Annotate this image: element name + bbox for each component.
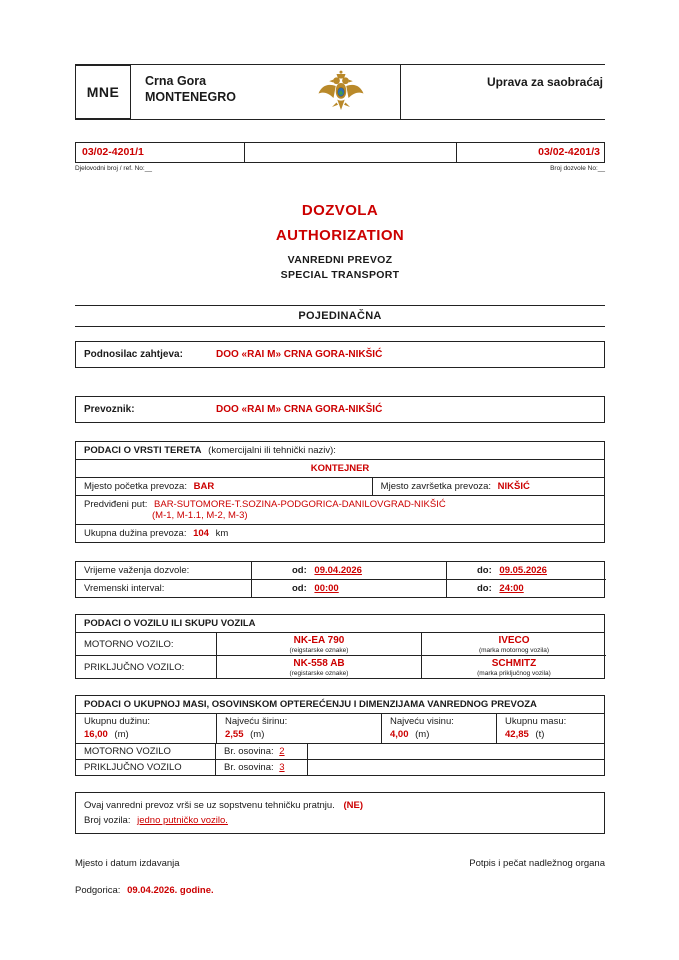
motor-vehicle-plate: NK-EA 790 [293,635,345,646]
motor-make-caption: (marka motornog vozila) [478,647,550,654]
mass-dimensions-box [75,695,605,776]
mne-label: MNE [86,84,120,100]
validity-to-label: do: [477,565,492,576]
total-length-value: 104 [193,528,209,539]
trailer-make-caption: (marka priključnog vozila) [477,670,551,677]
coat-of-arms [281,65,401,119]
cargo-places-row [76,478,604,496]
escort-vehicles-label: Broj vozila: [84,815,131,827]
interval-from-time: 00:00 [314,583,339,594]
vehicle-info-box [75,614,605,679]
validity-to [446,562,606,580]
applicant-value: DOO «RAI M» CRNA GORA-NIKŠIĆ [216,349,383,360]
trailer-vehicle-make-cell [421,656,606,678]
motor-vehicle-make-cell [421,633,606,656]
interval-from-label: od: [292,583,307,594]
trailer-plate-caption: (registarske oznake) [289,670,349,677]
document-header [75,64,605,120]
max-height-col [381,714,496,743]
section-type-heading: POJEDINAČNA [75,305,605,327]
vehicle-info-header: PODACI O VOZILU ILI SKUPU VOZILA [76,615,604,633]
dim-height-unit: (m) [415,729,430,740]
dimension-columns [76,714,604,744]
dim-length [84,729,208,740]
cargo-name: KONTEJNER [76,460,604,478]
mass-dimensions-header: PODACI O UKUPNOJ MASI, OSOVINSKOM OPTEREĆENJU I DIMENZIJAMA VANREDNOG PREVOZA [76,696,604,714]
title-dozvola: DOZVOLA [301,202,379,219]
trailer-vehicle-make: SCHMITZ [491,658,537,669]
escort-sentence: Ovaj vanredni prevoz vrši se uz sopstvenu tehničku pratnju. [84,800,335,811]
route-line [84,499,596,510]
dim-width-unit: (m) [250,729,265,740]
dim-height-value: 4,00 [390,729,409,740]
total-length-row [76,525,604,542]
transport-start [76,478,372,495]
interval-from [251,580,446,597]
transport-end [372,478,604,495]
issue-line [75,885,605,896]
route-road-codes: (M-1, M-1.1, M-2, M-3) [152,510,248,521]
validity-from-date: 09.04.2026 [314,565,362,576]
dim-width-value: 2,55 [225,729,244,740]
carrier-box [75,396,605,423]
route-row [76,496,604,525]
title-block [75,202,605,281]
document-content [75,0,605,896]
motor-plate-caption: (reigstarske oznake) [289,647,349,654]
total-length-label: Ukupna dužina prevoza: [84,528,187,539]
transport-end-label: Mjesto završetka prevoza: [380,481,492,492]
validity-period-label: Vrijeme važenja dozvole: [76,562,251,580]
time-interval-label: Vremenski interval: [84,583,165,594]
validity-to-date: 09.05.2026 [499,565,547,576]
trailer-vehicle-plate-cell [216,656,421,678]
motor-axles-label: Br. osovina: [224,746,274,757]
interval-to [446,580,606,597]
subtitle-special-transport: SPECIAL TRANSPORT [280,269,400,281]
total-length-col [76,714,216,743]
issue-place-date-label: Mjesto i datum izdavanja [75,858,180,870]
trailer-vehicle-label: PRIKLJUČNO VOZILO: [84,661,185,673]
trailer-axles-vehicle-label: PRIKLJUČNO VOZILO [76,760,216,775]
ref-number-middle [244,143,456,162]
motor-axles-vehicle-label: MOTORNO VOZILO [76,744,216,759]
motor-axles-value: 2 [279,746,285,757]
applicant-box [75,341,605,368]
interval-to-time: 24:00 [499,583,524,594]
vehicle-grid [76,633,604,678]
ref-caption-right: Broj dozvole No:__ [550,165,605,172]
trailer-axles-empty [308,760,604,775]
validity-from-label: od: [292,565,307,576]
issue-date: 09.04.2026. godine. [127,885,214,897]
country-line-native: Crna Gora [145,74,207,88]
applicant-label: Podnosilac zahtjeva: [84,349,183,360]
escort-vehicles-value: jedno putničko vozilo. [137,815,228,827]
route-label: Predviđeni put: [84,499,148,510]
escort-sentence-line [84,798,596,813]
motor-vehicle-label: MOTORNO VOZILO: [76,633,216,656]
dim-mass-label: Ukupnu masu: [505,716,567,727]
agency-name: Uprava za saobraćaj [486,75,603,89]
dim-mass-unit: (t) [535,729,545,740]
trailer-axles-row [76,760,604,775]
title-authorization: AUTHORIZATION [275,227,405,244]
dim-mass-value: 42,85 [505,729,529,740]
motor-axles-row [76,744,604,760]
motor-vehicle-make: IVECO [498,635,530,646]
dim-length-value: 16,00 [84,729,108,740]
validity-from [251,562,446,580]
trailer-axles-value: 3 [279,762,285,773]
reference-captions [75,165,605,172]
reference-number-table [75,142,605,163]
interval-to-label: do: [477,583,492,594]
dim-length-unit: (m) [114,729,129,740]
motor-axles-empty [308,744,604,759]
carrier-value: DOO «RAI M» CRNA GORA-NIKŠIĆ [216,404,383,415]
cargo-header-title: PODACI O VRSTI TERETA [84,445,202,456]
transport-start-value: BAR [193,481,215,492]
max-width-col [216,714,381,743]
dim-height-label: Najveću visinu: [390,716,454,727]
motor-vehicle-plate-cell [216,633,421,656]
issue-place: Podgorica: [75,885,121,897]
subtitle-vanredni-prevoz: VANREDNI PREVOZ [287,254,393,266]
total-mass-col [496,714,606,743]
country-name [131,65,281,119]
ref-caption-left: Djelovodni broj / ref. No:__ [75,165,152,172]
escort-box [75,792,605,834]
cargo-header-note: (komercijalni ili tehnički naziv): [208,445,336,456]
cargo-header-row [76,442,604,460]
dim-width [225,729,373,740]
permit-number-right: 03/02-4201/3 [456,143,606,162]
country-line-english: MONTENEGRO [145,90,236,105]
route-value: BAR-SUTOMORE-T.SOZINA-PODGORICA-DANILOVGRAD-NIKŠIĆ [154,499,446,510]
dim-height [390,729,488,740]
validity-table [75,561,605,598]
trailer-vehicle-plate: NK-558 AB [293,658,345,669]
dim-width-label: Najveću širinu: [225,716,288,727]
trailer-axles-cell [216,760,308,775]
dim-mass [505,729,598,740]
escort-vehicles-line [84,813,596,828]
total-length-unit: km [215,528,229,539]
mne-logo-box [75,65,131,119]
motor-axles-cell [216,744,308,759]
transport-start-label: Mjesto početka prevoza: [84,481,187,492]
cargo-info-box [75,441,605,543]
dim-length-label: Ukupnu dužinu: [84,716,151,727]
trailer-axles-label: Br. osovina: [224,762,274,773]
footer-labels [75,858,605,869]
carrier-label: Prevoznik: [84,404,135,415]
signature-stamp-label: Potpis i pečat nadležnog organa [469,858,605,870]
ref-number-left: 03/02-4201/1 [82,146,144,158]
escort-answer: (NE) [343,800,363,811]
transport-end-value: NIKŠIĆ [497,481,530,492]
coat-of-arms-icon [317,69,365,115]
